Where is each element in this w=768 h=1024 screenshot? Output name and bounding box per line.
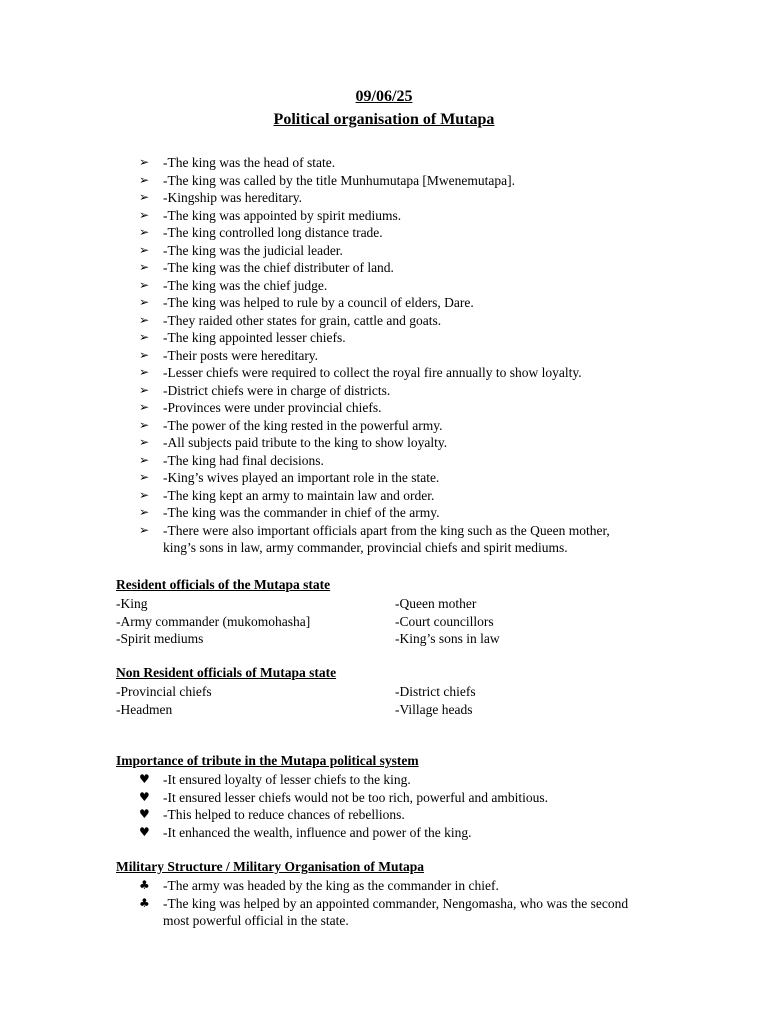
list-item-text: -The king was appointed by spirit mediums. (163, 207, 402, 223)
arrow-bullet-icon: ➢ (139, 365, 150, 379)
heart-bullet-icon: ♥ (139, 824, 150, 839)
arrow-bullet-icon: ➢ (139, 417, 150, 432)
arrow-bullet-icon: ➢ (139, 522, 150, 537)
list-item (139, 294, 639, 312)
list-item-text: -District chiefs were in charge of districts. (163, 382, 391, 398)
arrow-bullet-icon: ➢ (139, 347, 150, 362)
resident-heading: Resident officials of the Mutapa state (116, 577, 331, 592)
tribute-list (139, 771, 639, 841)
arrow-bullet-icon: ➢ (139, 435, 150, 449)
list-item (139, 771, 639, 789)
list-item-text: -All subjects paid tribute to the king to show loyalty. (163, 435, 448, 450)
non-resident-left-column (116, 683, 212, 718)
arrow-bullet-icon: ➢ (139, 260, 150, 274)
list-item (139, 364, 639, 382)
list-item (139, 522, 639, 557)
list-item-text: -It ensured lesser chiefs would not be too rich, powerful and ambitious. (163, 789, 549, 805)
list-item (139, 259, 639, 277)
arrow-bullet-icon: ➢ (139, 400, 150, 414)
list-item-text: -Their posts were hereditary. (163, 347, 319, 363)
list-item-text: -Lesser chiefs were required to collect the royal fire annually to show loyalty. (163, 365, 582, 380)
list-item (139, 207, 639, 225)
non-resident-official: -Village heads (395, 701, 473, 717)
list-item (139, 895, 639, 930)
resident-official: -Spirit mediums (116, 631, 204, 646)
tribute-heading: Importance of tribute in the Mutapa political system (116, 753, 419, 768)
arrow-bullet-icon: ➢ (139, 382, 150, 397)
list-item (139, 189, 639, 207)
list-item (139, 224, 639, 242)
resident-left-column (116, 595, 310, 648)
list-item-text: -The army was headed by the king as the commander in chief. (163, 878, 499, 893)
arrow-bullet-icon: ➢ (139, 470, 150, 484)
heart-bullet-icon: ♥ (139, 807, 150, 821)
list-item-text: -The king was called by the title Munhumutapa [Mwenemutapa]. (163, 172, 516, 188)
resident-official: -King’s sons in law (395, 631, 500, 646)
list-item-text: -Provinces were under provincial chiefs. (163, 400, 382, 415)
resident-official: -King (116, 596, 148, 611)
non-resident-heading: Non Resident officials of Mutapa state (116, 665, 337, 680)
list-item-text: -The king was the chief judge. (163, 277, 328, 293)
list-item-text: -It enhanced the wealth, influence and power of the king. (163, 824, 472, 840)
list-item (139, 154, 639, 172)
list-item (139, 487, 639, 505)
list-item (139, 504, 639, 522)
list-item-text: -The king kept an army to maintain law and order. (163, 487, 435, 503)
arrow-bullet-icon: ➢ (139, 312, 150, 327)
list-item-text: -They raided other states for grain, cattle and goats. (163, 312, 442, 328)
heart-bullet-icon: ♥ (139, 789, 150, 804)
list-item-text: -There were also important officials apart from the king such as the Queen mother, king’s sons in law, army commander, provincial chiefs and spirit mediums. (163, 522, 610, 555)
arrow-bullet-icon: ➢ (139, 330, 150, 344)
club-bullet-icon: ♣ (139, 895, 150, 910)
list-item (139, 806, 639, 824)
military-heading: Military Structure / Military Organisation of Mutapa (116, 859, 424, 874)
list-item-text: -The king was the head of state. (163, 155, 336, 170)
resident-official: -Army commander (mukomohasha] (116, 613, 311, 629)
list-item-text: -It ensured loyalty of lesser chiefs to the king. (163, 772, 411, 787)
list-item-text: -The king was the chief distributer of land. (163, 260, 394, 275)
list-item-text: -The king controlled long distance trade. (163, 225, 383, 240)
list-item-text: -The power of the king rested in the powerful army. (163, 417, 443, 433)
list-item (139, 877, 639, 895)
document-title: Political organisation of Mutapa (273, 111, 495, 128)
military-list (139, 877, 639, 930)
list-item (139, 382, 639, 400)
list-item (139, 417, 639, 435)
list-item-text: -The king appointed lesser chiefs. (163, 330, 346, 345)
arrow-bullet-icon: ➢ (139, 277, 150, 292)
list-item (139, 824, 639, 842)
list-item (139, 434, 639, 452)
list-item (139, 172, 639, 190)
club-bullet-icon: ♣ (139, 878, 150, 892)
resident-right-column (395, 595, 500, 648)
arrow-bullet-icon: ➢ (139, 295, 150, 309)
arrow-bullet-icon: ➢ (139, 452, 150, 467)
arrow-bullet-icon: ➢ (139, 207, 150, 222)
resident-official: -Queen mother (395, 596, 477, 611)
list-item (139, 277, 639, 295)
arrow-bullet-icon: ➢ (139, 487, 150, 502)
list-item-text: -Kingship was hereditary. (163, 190, 302, 205)
list-item-text: -The king was the commander in chief of the army. (163, 505, 440, 520)
arrow-bullet-icon: ➢ (139, 242, 150, 257)
list-item (139, 452, 639, 470)
list-item (139, 789, 639, 807)
resident-official: -Court councillors (395, 613, 494, 629)
arrow-bullet-icon: ➢ (139, 225, 150, 239)
non-resident-official: -District chiefs (395, 684, 476, 699)
list-item-text: -King’s wives played an important role in the state. (163, 470, 440, 485)
non-resident-right-column (395, 683, 476, 718)
list-item-text: -The king was the judicial leader. (163, 242, 343, 258)
list-item-text: -The king had final decisions. (163, 452, 324, 468)
heart-bullet-icon: ♥ (139, 772, 150, 786)
non-resident-official: -Headmen (116, 701, 173, 717)
list-item (139, 242, 639, 260)
arrow-bullet-icon: ➢ (139, 505, 150, 519)
list-item (139, 469, 639, 487)
list-item-text: -The king was helped by an appointed commander, Nengomasha, who was the second most powerful official in the state. (163, 895, 629, 928)
list-item (139, 347, 639, 365)
non-resident-official: -Provincial chiefs (116, 684, 212, 699)
document-date: 09/06/25 (355, 88, 413, 105)
list-item-text: -This helped to reduce chances of rebellions. (163, 807, 405, 822)
list-item (139, 329, 639, 347)
arrow-bullet-icon: ➢ (139, 172, 150, 187)
arrow-bullet-icon: ➢ (139, 190, 150, 204)
list-item (139, 312, 639, 330)
list-item (139, 399, 639, 417)
arrow-bullet-icon: ➢ (139, 155, 150, 169)
list-item-text: -The king was helped to rule by a council of elders, Dare. (163, 295, 474, 310)
main-points-list (139, 154, 639, 557)
